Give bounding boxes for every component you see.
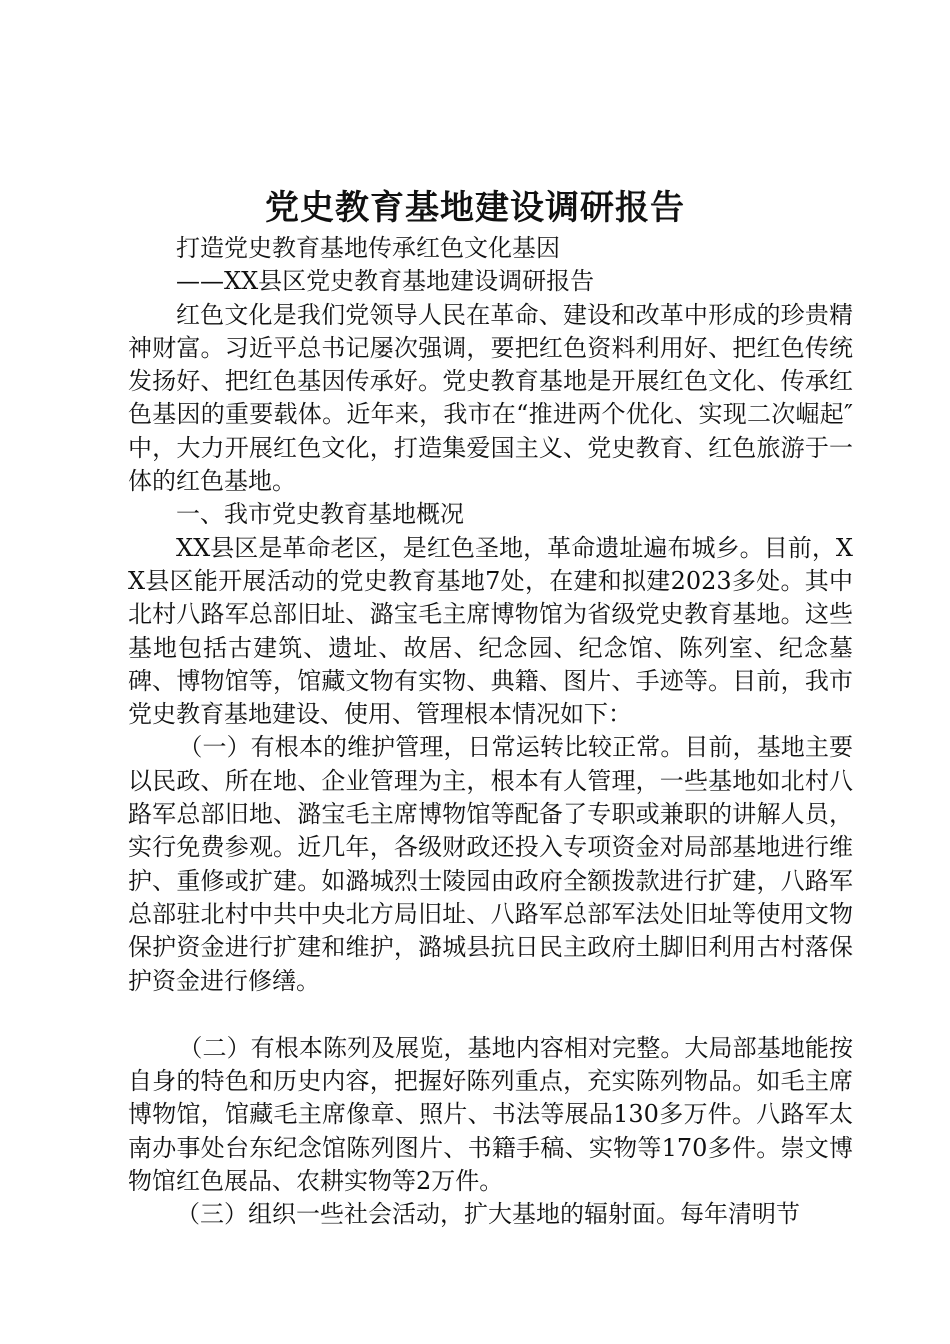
overview-paragraph: XX县区是革命老区，是红色圣地，革命遗址遍布城乡。目前，XX县区能开展活动的党史教育基地7处，在建和拟建2023多处。其中北村八路军总部旧址、潞宝毛主席博物馆为省级党史教育基地。这些基地包括古建筑、遗址、故居、纪念园、纪念馆、陈列室、纪念墓碑、博物馆等，馆藏文物有实物、典籍、图片、手迹等。目前，我市党史教育基地建设、使用、管理根本情况如下： [128,533,853,729]
document-body [128,232,853,1232]
section-heading: 一、我市党史教育基地概况 [176,500,464,529]
document-title: 党史教育基地建设调研报告 [265,188,685,228]
point-two-paragraph: （二）有根本陈列及展览，基地内容相对完整。大局部基地能按自身的特色和历史内容，把握好陈列重点，充实陈列物品。如毛主席博物馆，馆藏毛主席像章、照片、书法等展品130多万件。八路军太南办事处台东纪念馆陈列图片、书籍手稿、实物等170多件。崇文博物馆红色展品、农耕实物等2万件。 [128,1033,853,1196]
subtitle-line: 打造党史教育基地传承红色文化基因 [176,234,560,262]
point-one-paragraph: （一）有根本的维护管理，日常运转比较正常。目前，基地主要以民政、所在地、企业管理为主，根本有人管理，一些基地如北村八路军总部旧地、潞宝毛主席博物馆等配备了专职或兼职的讲解人员，实行免费参观。近几年，各级财政还投入专项资金对局部基地进行维护、重修或扩建。如潞城烈士陵园由政府全额拨款进行扩建，八路军总部驻北村中共中央北方局旧址、八路军总部军法处旧址等使用文物保护资金进行扩建和维护，潞城县抗日民主政府土脚旧利用古村落保护资金进行修缮。 [128,733,853,995]
subtitle-dash-line: ——XX县区党史教育基地建设调研报告 [176,267,595,296]
intro-paragraph: 红色文化是我们党领导人民在革命、建设和改革中形成的珍贵精神财富。习近平总书记屡次强调，要把红色资料利用好、把红色传统发扬好、把红色基因传承好。党史教育基地是开展红色文化、传承红色基因的重要载体。近年来，我市在“推进两个优化、实现二次崛起″中，大力开展红色文化，打造集爱国主义、党史教育、红色旅游于一体的红色基地。 [128,300,853,496]
point-three-paragraph: （三）组织一些社会活动，扩大基地的辐射面。每年清明节 [176,1200,800,1229]
